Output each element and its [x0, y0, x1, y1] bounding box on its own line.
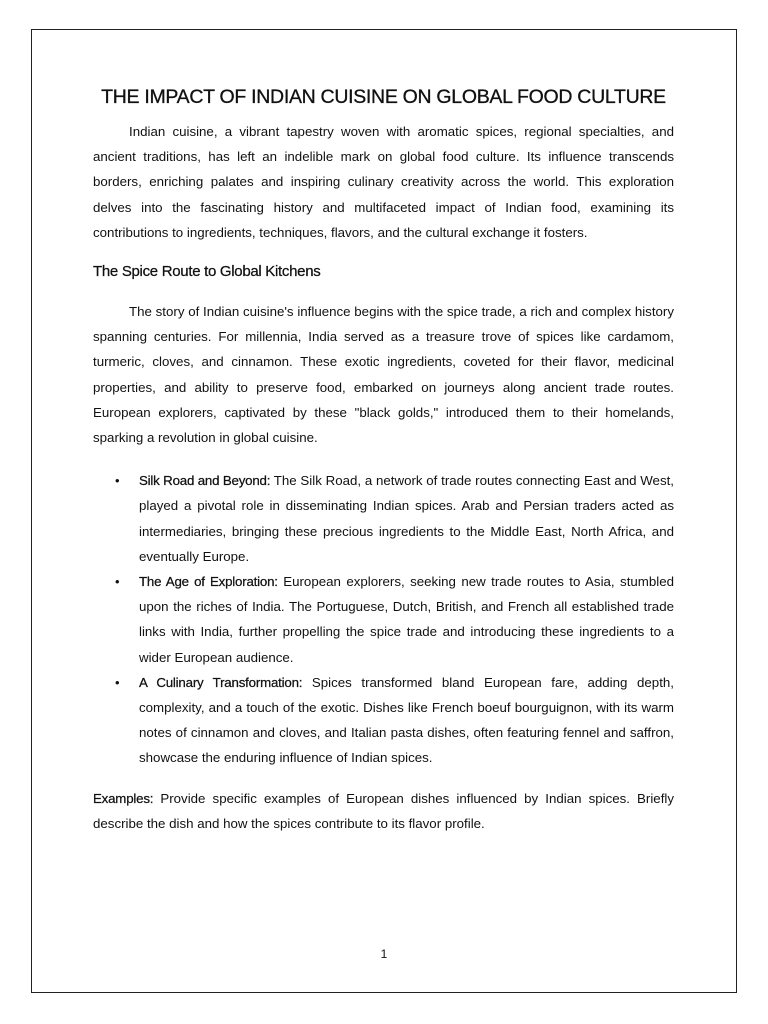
examples-paragraph [93, 786, 674, 836]
document-body [93, 86, 674, 836]
bullet-lead: Silk Road and Beyond: [139, 473, 271, 489]
bullet-text: European explorers, seeking new trade routes to Asia, stumbled upon the riches of India. The Portuguese, Dutch, British, and French all established trade links with India, further propelling the spice trade and introducing these ingredients to a wider European audience. [139, 574, 674, 665]
list-item [93, 670, 674, 771]
section-paragraph: The story of Indian cuisine's influence begins with the spice trade, a rich and complex history spanning centuries. For millennia, India served as a treasure trove of spices like cardamom, turmeric, cloves, and cinnamon. These exotic ingredients, coveted for their flavor, medicinal properties, and ability to preserve food, embarked on journeys along ancient trade routes. European explorers, captivated by these "black golds," introduced them to their homelands, sparking a revolution in global cuisine. [93, 304, 674, 446]
document-title: THE IMPACT OF INDIAN CUISINE ON GLOBAL FOOD CULTURE [101, 86, 666, 108]
list-item [93, 468, 674, 569]
bullet-lead: The Age of Exploration: [139, 574, 278, 590]
bullet-lead: A Culinary Transformation: [139, 674, 303, 690]
list-item [93, 569, 674, 670]
bullet-icon: • [115, 574, 120, 590]
intro-paragraph: Indian cuisine, a vibrant tapestry woven with aromatic spices, regional specialties, and ancient traditions, has left an indelible mark on global food culture. Its influence transcends borders, enriching palates and inspiring culinary creativity across the world. This exploration delves into the fascinating history and multifaceted impact of Indian food, examining its contributions to ingredients, techniques, flavors, and the cultural exchange it fosters. [93, 124, 674, 240]
bullet-list [93, 468, 674, 770]
bullet-text: Spices transformed bland European fare, adding depth, complexity, and a touch of the exotic. Dishes like French boeuf bourguignon, with its warm notes of cinnamon and cloves, and Italian pasta dishes, often featuring fennel and saffron, showcase the enduring influence of Indian spices. [139, 674, 674, 766]
bullet-icon: • [115, 674, 120, 690]
examples-lead: Examples: [93, 790, 154, 806]
bullet-icon: • [115, 473, 120, 489]
page-number: 1 [380, 947, 388, 961]
bullet-text: The Silk Road, a network of trade routes connecting East and West, played a pivotal role in disseminating Indian spices. Arab and Persian traders acted as intermediaries, bringing these precious ingredients to the Middle East, North Africa, and eventually Europe. [139, 473, 674, 564]
examples-text: Provide specific examples of European dishes influenced by Indian spices. Briefly describe the dish and how the spices contribute to its flavor profile. [93, 790, 674, 831]
section-heading: The Spice Route to Global Kitchens [93, 263, 321, 281]
